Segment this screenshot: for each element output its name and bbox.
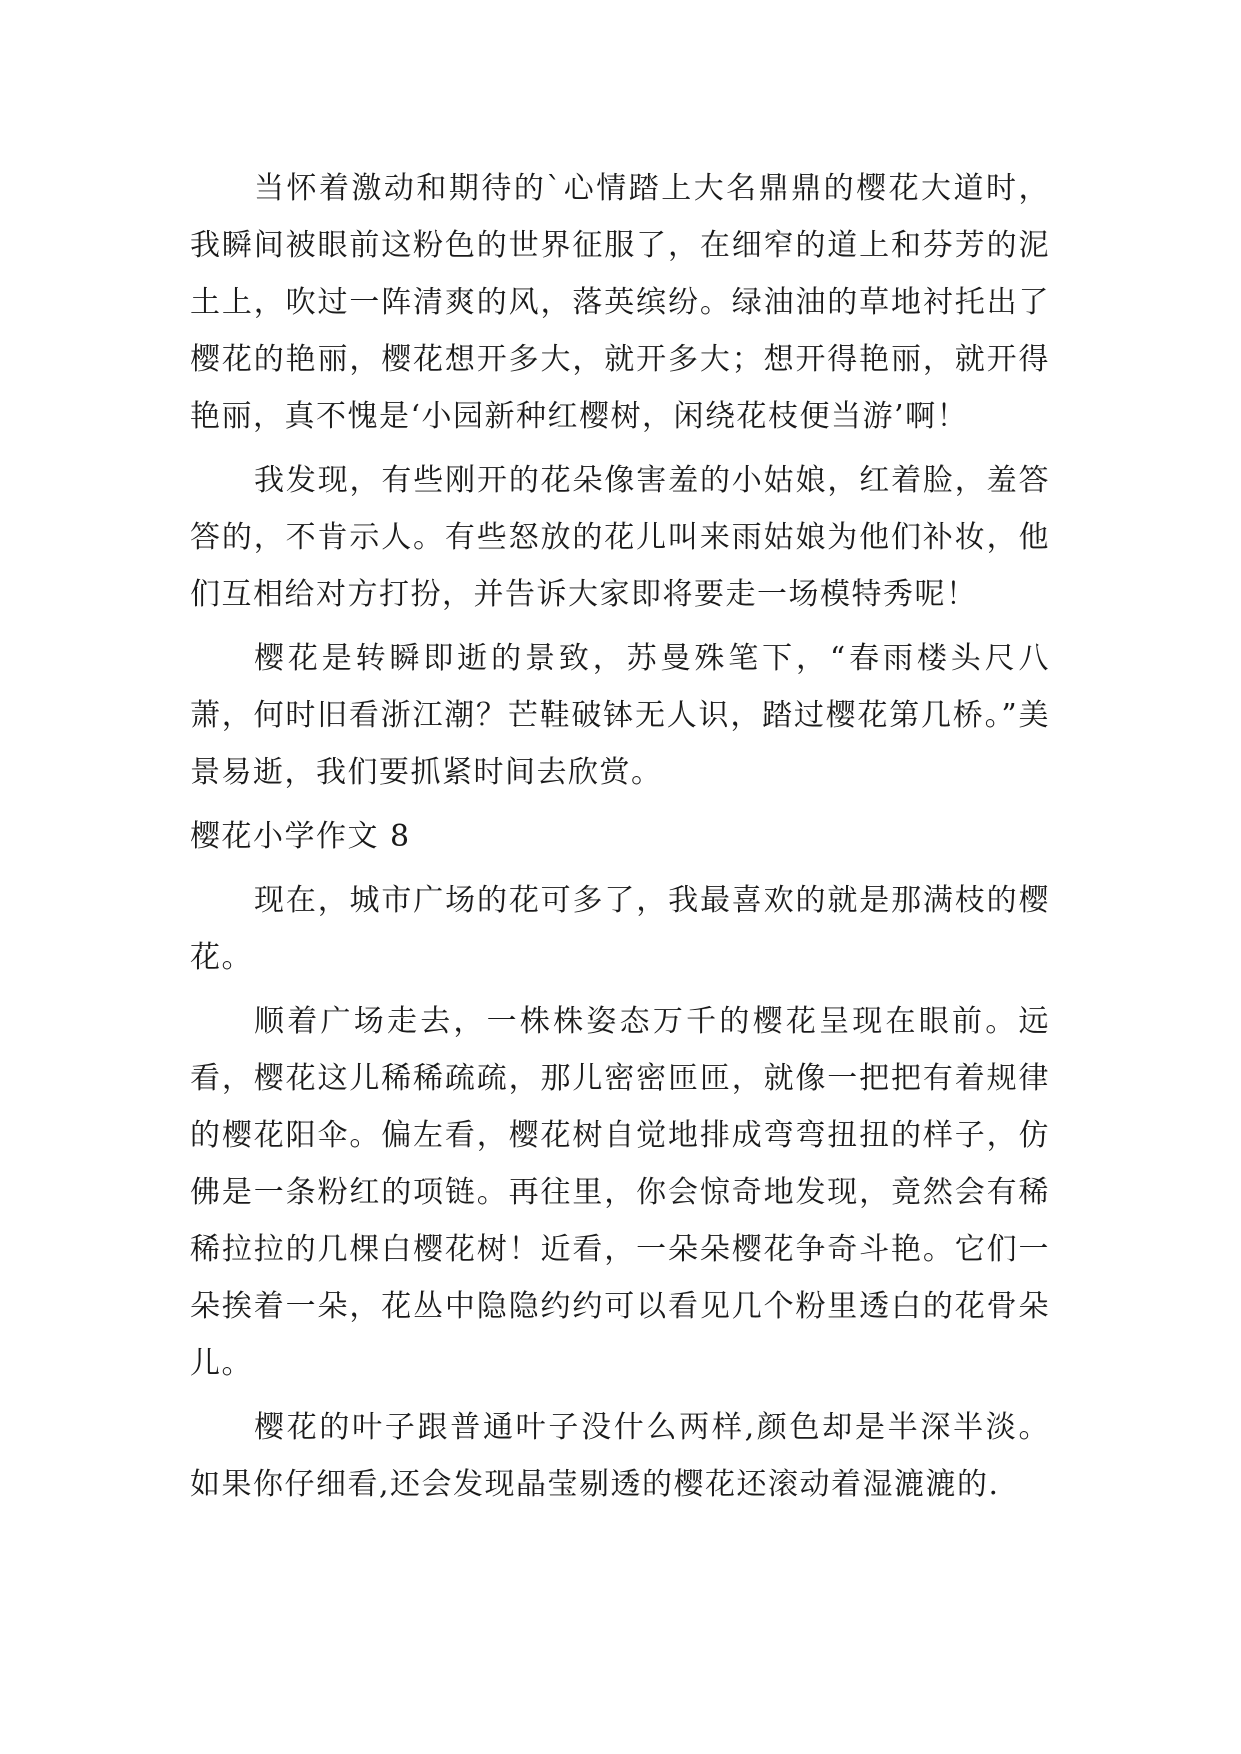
paragraph: 现在，城市广场的花可多了，我最喜欢的就是那满枝的樱花。 <box>190 883 1050 975</box>
paragraph: 顺着广场走去，一株株姿态万千的樱花呈现在眼前。远看，樱花这儿稀稀疏疏，那儿密密匝匝，就像一把把有着规律的樱花阳伞。偏左看，樱花树自觉地排成弯弯扭扭的样子，仿佛是一条粉红的项链。再往里，你会惊奇地发现，竟然会有稀稀拉拉的几棵白樱花树！近看，一朵朵樱花争奇斗艳。它们一朵挨着一朵，花丛中隐隐约约可以看见几个粉里透白的花骨朵儿。 <box>190 1004 1050 1381</box>
paragraph: 樱花的叶子跟普通叶子没什么两样,颜色却是半深半淡。如果你仔细看,还会发现晶莹剔透的樱花还滚动着湿漉漉的. <box>190 1410 1050 1502</box>
document-body <box>190 160 1050 1520</box>
section-heading: 樱花小学作文 8 <box>190 819 411 854</box>
paragraph: 樱花是转瞬即逝的景致，苏曼殊笔下，“春雨楼头尺八萧，何时旧看浙江潮？芒鞋破钵无人识，踏过樱花第几桥。”美景易逝，我们要抓紧时间去欣赏。 <box>190 641 1050 790</box>
paragraph: 当怀着激动和期待的`心情踏上大名鼎鼎的樱花大道时，我瞬间被眼前这粉色的世界征服了，在细窄的道上和芬芳的泥土上，吹过一阵清爽的风，落英缤纷。绿油油的草地衬托出了樱花的艳丽，樱花想开多大，就开多大；想开得艳丽，就开得艳丽，真不愧是‘小园新种红樱树，闲绕花枝便当游’啊！ <box>190 171 1050 434</box>
paragraph: 我发现，有些刚开的花朵像害羞的小姑娘，红着脸，羞答答的，不肯示人。有些怒放的花儿叫来雨姑娘为他们补妆，他们互相给对方打扮，并告诉大家即将要走一场模特秀呢！ <box>190 463 1050 612</box>
